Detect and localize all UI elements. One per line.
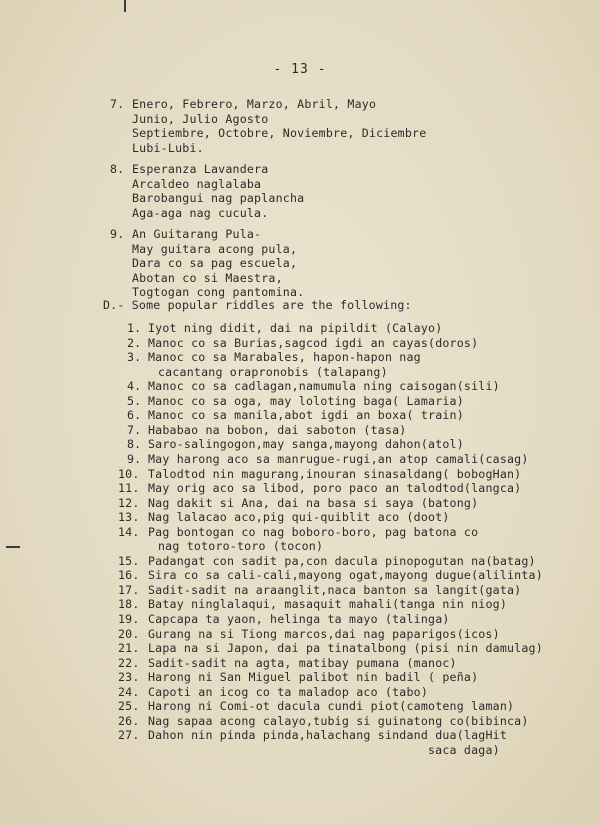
riddle-text: Nag sapaa acong calayo,tubig si guinatong co(bibinca) — [148, 713, 529, 728]
riddle-text: May orig aco sa libod, poro paco an talodtod(langca) — [148, 481, 522, 496]
riddle-text: Capcapa ta yaon, helinga ta mayo (talinga) — [148, 612, 450, 626]
riddle-text: Batay ninglalaqui, masaquit mahali(tanga nin niog) — [148, 597, 508, 612]
riddle-text: Gurang na si Tiong marcos,dai nag paparigos(icos) — [148, 626, 500, 641]
riddle-number: 3. — [127, 350, 142, 365]
riddle-text: Harong ni Comi-ot dacula cundi piot(camoteng laman) — [148, 699, 515, 714]
riddle-text: Capoti an icog co ta maladop aco (tabo) — [148, 684, 429, 699]
riddle-text: Lapa na si Japon, dai pa tinatalbong (pisi nin damulag) — [148, 641, 543, 656]
riddle-number: 27. — [118, 728, 140, 743]
riddle-number: 24. — [118, 684, 140, 699]
item-line: Arcaldeo naglalaba — [132, 176, 262, 191]
riddle-number: 21. — [118, 641, 140, 656]
riddle-number: 17. — [118, 582, 140, 597]
riddle-text: Harong ni San Miguel palibot nin badil ( peña) — [148, 670, 479, 685]
riddle-number: 23. — [118, 670, 140, 685]
riddle-text: Padangat con sadit pa,con dacula pinopogutan na(batag) — [148, 553, 536, 568]
item-line: May guitara acong pula, — [132, 241, 298, 256]
riddle-number: 20. — [118, 626, 140, 641]
riddle-number: 18. — [118, 597, 140, 612]
item-line: Aga-aga nag cucula. — [132, 205, 269, 220]
riddle-number: 2. — [127, 335, 142, 350]
item-line: Abotan co si Maestra, — [132, 270, 283, 285]
item-number: 9. — [110, 227, 125, 241]
item-line: Enero, Febrero, Marzo, Abril, Mayo — [132, 97, 377, 111]
item-number: 7. — [110, 97, 125, 111]
item-number: 8. — [110, 162, 125, 176]
item-line: Esperanza Lavandera — [132, 162, 269, 176]
item-line: Junio, Julio Agosto — [132, 111, 269, 126]
riddle-number: 26. — [118, 713, 140, 728]
riddle-text: Sadit-sadit na araanglit,naca banton sa langit(gata) — [148, 582, 522, 597]
riddle-text: Manoc co sa oga, may loloting baga( Lamaria) — [148, 393, 464, 408]
riddle-number: 10. — [118, 466, 140, 481]
riddle-text: Manoc co sa manila,abot igdi an boxa( train) — [148, 408, 464, 423]
section-heading: D.- Some popular riddles are the following: — [103, 298, 412, 312]
riddle-text: Hababao na bobon, dai saboton (tasa) — [148, 422, 407, 437]
riddle-number: 22. — [118, 655, 140, 670]
riddle-text: May harong aco sa manrugue-rugi,an atop camali(casag) — [148, 451, 529, 466]
riddle-text: Sadit-sadit na agta, matibay pumana (manoc) — [148, 655, 457, 670]
riddle-number: 9. — [127, 451, 142, 466]
riddle-text: Sira co sa cali-cali,mayong ogat,mayong dugue(alilinta) — [148, 568, 543, 583]
riddle-number: 5. — [127, 393, 142, 408]
item-line: An Guitarang Pula- — [132, 227, 262, 241]
riddle-text-continuation: saca daga) — [428, 742, 500, 757]
riddle-number: 8. — [127, 437, 142, 452]
riddle-number: 19. — [118, 612, 140, 626]
item-line: Togtogan cong pantomina. — [132, 285, 305, 299]
riddle-text: Saro-salingogon,may sanga,mayong dahon(atol) — [148, 437, 464, 452]
riddle-text: Manoc co sa Burias,sagcod igdi an cayas(doros) — [148, 335, 479, 350]
binding-hole-mark-left — [6, 546, 20, 548]
page-number: - 13 - — [273, 62, 327, 77]
riddle-text-continuation: cacantang orapronobis (talapang) — [158, 364, 388, 379]
item-line: Barobangui nag paplancha — [132, 191, 305, 205]
riddle-number: 1. — [127, 321, 142, 335]
riddle-text: Nag dakit si Ana, dai na basa si saya (batong) — [148, 495, 479, 510]
riddle-text: Manoc co sa cadlagan,namumula ning caisogan(sili) — [148, 379, 500, 394]
riddle-number: 25. — [118, 699, 140, 714]
riddle-number: 15. — [118, 553, 140, 568]
riddle-text: Iyot ning didit, dai na pipildit (Calayo) — [148, 321, 443, 335]
riddle-text: Dahon nin pinda pinda,halachang sindand dua(lagHit — [148, 728, 508, 743]
riddle-number: 13. — [118, 510, 140, 525]
riddle-number: 14. — [118, 524, 140, 539]
item-line: Lubi-Lubi. — [132, 140, 204, 155]
item-line: Dara co sa pag escuela, — [132, 256, 298, 270]
binding-hole-mark-top — [124, 0, 126, 12]
riddle-number: 4. — [127, 379, 142, 394]
riddle-number: 7. — [127, 422, 142, 437]
riddle-text: Talodtod nin magurang,inouran sinasaldang( bobogHan) — [148, 466, 522, 481]
riddle-text: Pag bontogan co nag boboro-boro, pag batona co — [148, 524, 479, 539]
riddle-text: Nag lalacao aco,pig qui-quiblit aco (doot) — [148, 510, 450, 525]
riddle-number: 12. — [118, 495, 140, 510]
riddle-number: 16. — [118, 568, 140, 583]
riddle-number: 11. — [118, 481, 140, 496]
riddle-number: 6. — [127, 408, 142, 423]
item-line: Septiembre, Octobre, Noviembre, Diciembre — [132, 126, 427, 140]
riddle-text-continuation: nag totoro-toro (tocon) — [158, 539, 324, 554]
riddle-text: Manoc co sa Marabales, hapon-hapon nag — [148, 350, 421, 365]
